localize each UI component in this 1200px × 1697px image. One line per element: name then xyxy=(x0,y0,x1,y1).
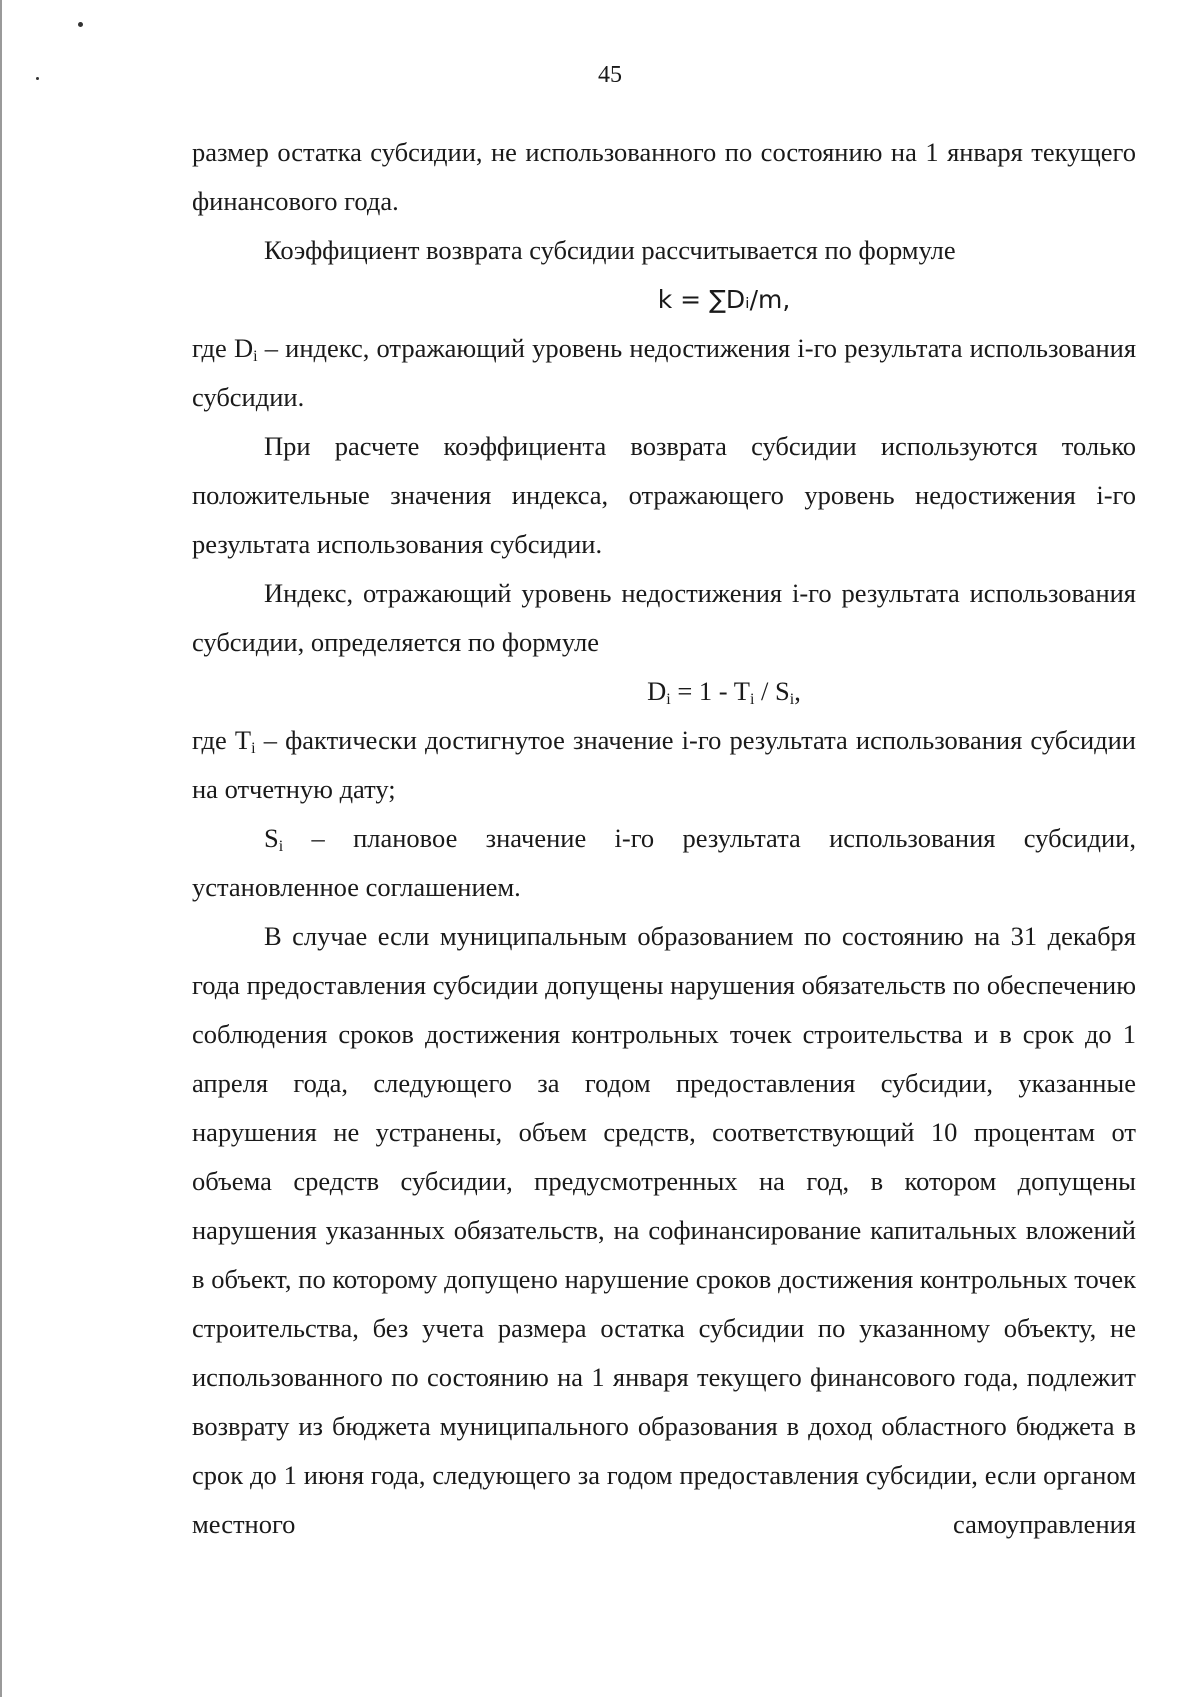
paragraph xyxy=(192,814,1136,912)
text-fragment: / S xyxy=(754,676,790,706)
page-number: 45 xyxy=(598,62,622,88)
text-fragment: D xyxy=(647,676,667,706)
paragraph: При расчете коэффициента возврата субсидии используются только положительные значения индекса, отражающего уровень недостижения i-го результата использования субсидии. xyxy=(192,431,1136,559)
formula-d xyxy=(192,667,1136,716)
subscript: i xyxy=(666,691,671,708)
scan-speck xyxy=(78,22,83,27)
paragraph: Коэффициент возврата субсидии рассчитывается по формуле xyxy=(264,235,956,265)
text-fragment: , xyxy=(794,676,801,706)
paragraph xyxy=(192,716,1136,814)
subscript: i xyxy=(251,740,256,757)
subscript: i xyxy=(253,348,258,365)
text-fragment: S xyxy=(264,823,279,853)
text-fragment: – плановое значение i-го результата использования субсидии, установленное соглашением. xyxy=(192,823,1136,902)
scan-edge xyxy=(0,0,2,1697)
subscript: i xyxy=(749,691,755,708)
text-fragment: где T xyxy=(192,725,252,755)
paragraph: размер остатка субсидии, не использованного по состоянию на 1 января текущего финансового года. xyxy=(192,137,1136,216)
document-body xyxy=(192,128,1136,1549)
text-fragment: где D xyxy=(192,333,254,363)
text-fragment: = 1 - T xyxy=(670,676,750,706)
formula-k: k = ∑Dᵢ/m, xyxy=(657,285,791,314)
text-fragment: – фактически достигнутое значение i-го результата использования субсидии на отчетную дату; xyxy=(192,725,1136,804)
subscript: i xyxy=(789,691,795,708)
paragraph xyxy=(192,324,1136,422)
text-fragment: – индекс, отражающий уровень недостижения i-го результата использования субсидии. xyxy=(192,333,1137,412)
paragraph: Индекс, отражающий уровень недостижения i-го результата использования субсидии, определяется по формуле xyxy=(192,578,1136,657)
subscript: i xyxy=(278,838,284,855)
paragraph: В случае если муниципальным образованием по состоянию на 31 декабря года предоставления субсидии допущены нарушения обязательств по обеспечению соблюдения сроков достижения контрольных точек строительства и в срок до 1 апреля года, следующего за годом предоставления субсидии, указанные нарушения не устранены, объем средств, соответствующий 10 процентам от объема средств субсидии, предусмотренных на год, в котором допущены нарушения указанных обязательств, на софинансирование капитальных вложений в объект, по которому допущено нарушение сроков достижения контрольных точек строительства, без учета размера остатка субсидии по указанному объекту, не использованного по состоянию на 1 января текущего финансового года, подлежит возврату из бюджета муниципального образования в доход областного бюджета в срок до 1 июня года, следующего за годом предоставления субсидии, если органом местного самоуправления xyxy=(192,921,1136,1539)
